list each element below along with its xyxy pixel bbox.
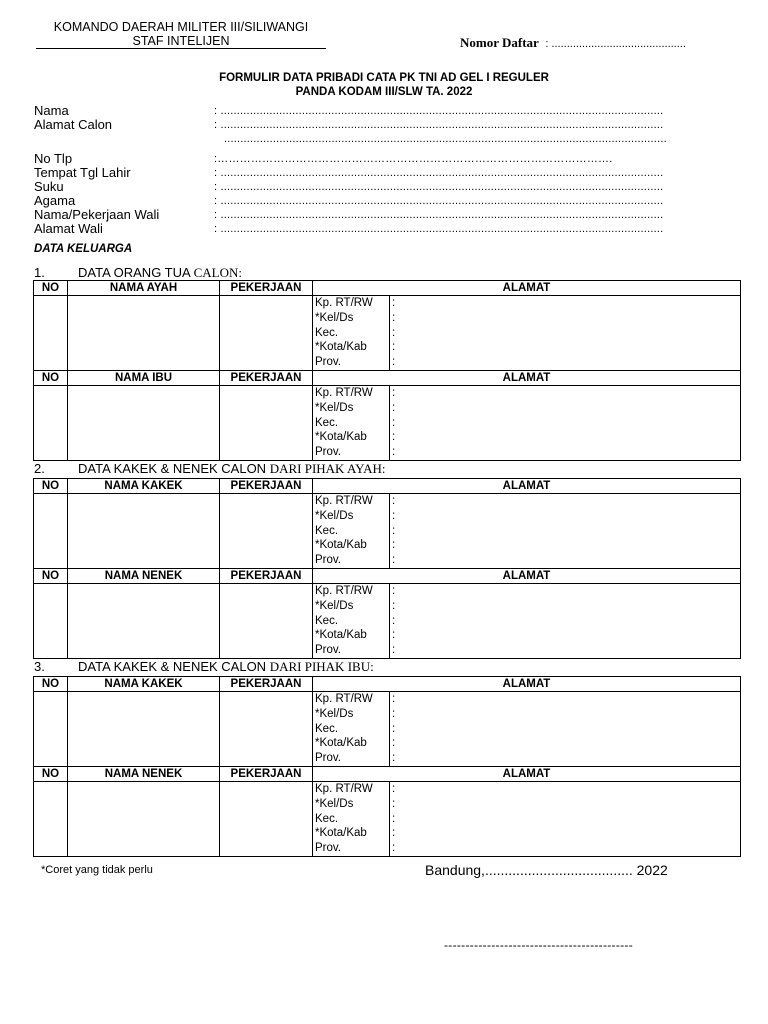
address-colon: :	[392, 495, 396, 507]
address-label: *Kel/Ds	[315, 599, 354, 612]
address-colons	[390, 584, 398, 658]
section-title-sub: DARI PIHAK AYAH:	[269, 461, 386, 476]
col-no: NO	[34, 568, 68, 583]
address-colon: :	[392, 797, 396, 810]
org-header	[36, 20, 326, 49]
address-colon: :	[392, 386, 396, 399]
field-label: Nama	[34, 104, 69, 118]
place-date[interactable]: Bandung,...................................... 2022	[425, 862, 668, 878]
table-row[interactable]	[34, 583, 741, 658]
address-label: Kp. RT/RW	[315, 584, 373, 597]
data-keluarga-heading: DATA KELUARGA	[34, 243, 133, 255]
address-colon: :	[392, 356, 396, 369]
cell-no[interactable]	[34, 385, 68, 460]
address-value[interactable]	[398, 416, 740, 431]
table-header-row	[34, 677, 741, 692]
address-value[interactable]	[398, 826, 740, 841]
address-value[interactable]	[398, 643, 740, 658]
cell-job[interactable]	[220, 385, 313, 460]
col-no: NO	[34, 766, 68, 781]
address-colon: :	[392, 782, 396, 795]
address-value[interactable]	[398, 355, 740, 370]
table-row[interactable]	[34, 296, 741, 371]
address-label: *Kel/Ds	[315, 797, 354, 810]
address-labels	[313, 296, 390, 370]
address-label: Kec.	[315, 722, 339, 735]
address-label: Prov.	[315, 644, 341, 657]
cell-job[interactable]	[220, 583, 313, 658]
col-job: PEKERJAAN	[220, 677, 313, 692]
col-address: ALAMAT	[313, 370, 741, 385]
col-job: PEKERJAAN	[220, 568, 313, 583]
field-row[interactable]	[34, 194, 742, 208]
address-values[interactable]	[398, 386, 740, 460]
address-value[interactable]	[398, 538, 740, 553]
cell-address[interactable]	[313, 781, 741, 856]
field-row[interactable]	[34, 180, 742, 194]
field-value[interactable]: ........................................................................................................................................	[224, 133, 667, 145]
org-unit: STAF INTELIJEN	[36, 34, 326, 49]
col-job: PEKERJAAN	[220, 370, 313, 385]
address-label: *Kota/Kab	[315, 341, 367, 354]
address-value[interactable]	[398, 812, 740, 827]
field-row[interactable]	[34, 208, 742, 222]
field-row[interactable]	[34, 166, 742, 180]
field-row[interactable]	[34, 132, 742, 146]
registration-number	[460, 35, 686, 51]
section-number: 2.	[34, 461, 45, 476]
field-value[interactable]: : ........................................................................................................................................	[214, 195, 664, 207]
footnote: *Coret yang tidak perlu	[41, 864, 153, 876]
col-address: ALAMAT	[313, 479, 741, 494]
address-colon: :	[392, 693, 396, 705]
address-label: Kec.	[315, 614, 339, 627]
cell-name[interactable]	[68, 296, 220, 371]
cell-name[interactable]	[68, 385, 220, 460]
address-value[interactable]	[398, 614, 740, 629]
field-label: Nama/Pekerjaan Wali	[34, 208, 160, 222]
field-label: Agama	[34, 194, 76, 208]
form-title	[0, 71, 768, 99]
address-label: Kec.	[315, 524, 339, 537]
col-job: PEKERJAAN	[220, 766, 313, 781]
col-name: NAMA AYAH	[68, 281, 220, 296]
address-label: Prov.	[315, 842, 341, 855]
col-no: NO	[34, 370, 68, 385]
address-label: *Kota/Kab	[315, 539, 367, 552]
address-values[interactable]	[398, 692, 740, 766]
field-row[interactable]	[34, 152, 742, 166]
address-colon: :	[392, 752, 396, 765]
address-label: *Kota/Kab	[315, 629, 367, 642]
cell-address[interactable]	[313, 494, 741, 569]
table-header-row	[34, 370, 741, 385]
address-colons	[390, 494, 398, 568]
field-value[interactable]: : ........................................................................................................................................	[214, 167, 664, 179]
address-label: Kp. RT/RW	[315, 297, 373, 309]
cell-no[interactable]	[34, 494, 68, 569]
address-label: Kp. RT/RW	[315, 782, 373, 795]
field-row[interactable]	[34, 104, 742, 118]
address-value[interactable]	[398, 797, 740, 812]
cell-address[interactable]	[313, 385, 741, 460]
address-colon: :	[392, 341, 396, 354]
address-label: Kp. RT/RW	[315, 495, 373, 507]
address-label: *Kota/Kab	[315, 737, 367, 750]
address-colon: :	[392, 827, 396, 840]
cell-no[interactable]	[34, 692, 68, 767]
field-label: Tempat Tgl Lahir	[34, 166, 131, 180]
form-title-line2: PANDA KODAM III/SLW TA. 2022	[295, 86, 473, 98]
address-value[interactable]	[398, 494, 740, 509]
address-colons	[390, 692, 398, 766]
address-label: Kp. RT/RW	[315, 386, 373, 399]
address-colon: :	[392, 416, 396, 429]
address-labels	[313, 782, 390, 856]
field-label: Alamat Calon	[34, 118, 113, 132]
col-address: ALAMAT	[313, 281, 741, 296]
address-value[interactable]	[398, 782, 740, 797]
cell-no[interactable]	[34, 583, 68, 658]
field-label: Alamat Wali	[34, 222, 103, 236]
address-value[interactable]	[398, 311, 740, 326]
section-title-main: DATA ORANG TUA	[78, 265, 194, 280]
address-colon: :	[392, 446, 396, 459]
col-job: PEKERJAAN	[220, 479, 313, 494]
address-box	[313, 494, 740, 568]
address-colon: :	[392, 644, 396, 657]
address-box	[313, 692, 740, 766]
address-value[interactable]	[398, 628, 740, 643]
address-value[interactable]	[398, 401, 740, 416]
address-value[interactable]	[398, 722, 740, 737]
field-value[interactable]: : ........................................................................................................................................	[214, 209, 664, 221]
section-title	[34, 265, 242, 281]
address-values[interactable]	[398, 782, 740, 856]
address-colon: :	[392, 842, 396, 855]
address-colon: :	[392, 431, 396, 444]
col-no: NO	[34, 281, 68, 296]
table-header-row	[34, 568, 741, 583]
cell-address[interactable]	[313, 296, 741, 371]
table-row[interactable]	[34, 385, 741, 460]
col-address: ALAMAT	[313, 677, 741, 692]
cell-no[interactable]	[34, 296, 68, 371]
family-table	[33, 676, 741, 857]
address-label: *Kel/Ds	[315, 311, 354, 324]
address-colon: :	[392, 584, 396, 597]
col-job: PEKERJAAN	[220, 281, 313, 296]
col-name: NAMA NENEK	[68, 568, 220, 583]
family-table	[33, 478, 741, 659]
address-label: *Kel/Ds	[315, 509, 354, 522]
address-labels	[313, 584, 390, 658]
col-name: NAMA KAKEK	[68, 479, 220, 494]
cell-job[interactable]	[220, 494, 313, 569]
address-colons	[390, 782, 398, 856]
address-value[interactable]	[398, 326, 740, 341]
address-value[interactable]	[398, 841, 740, 856]
cell-job[interactable]	[220, 692, 313, 767]
field-value[interactable]: :…………………………………………………………………………………………….	[214, 153, 613, 165]
address-value[interactable]	[398, 524, 740, 539]
address-box	[313, 296, 740, 370]
address-labels	[313, 494, 390, 568]
signature-line[interactable]: --------------------------------------------	[444, 938, 634, 952]
address-label: Prov.	[315, 356, 341, 369]
address-labels	[313, 692, 390, 766]
address-value[interactable]	[398, 386, 740, 401]
cell-address[interactable]	[313, 583, 741, 658]
section-number: 1.	[34, 265, 45, 280]
address-colon: :	[392, 524, 396, 537]
address-colons	[390, 296, 398, 370]
cell-no[interactable]	[34, 781, 68, 856]
address-value[interactable]	[398, 736, 740, 751]
address-label: Kp. RT/RW	[315, 693, 373, 705]
address-label: Prov.	[315, 752, 341, 765]
address-label: *Kota/Kab	[315, 827, 367, 840]
field-label	[34, 132, 214, 146]
address-value[interactable]	[398, 340, 740, 355]
address-value[interactable]	[398, 751, 740, 766]
field-row[interactable]	[34, 118, 742, 132]
field-value[interactable]: : ........................................................................................................................................	[214, 105, 664, 117]
address-colon: :	[392, 737, 396, 750]
col-name: NAMA IBU	[68, 370, 220, 385]
col-no: NO	[34, 479, 68, 494]
col-name: NAMA NENEK	[68, 766, 220, 781]
address-colon: :	[392, 629, 396, 642]
address-colon: :	[392, 509, 396, 522]
address-label: *Kel/Ds	[315, 707, 354, 720]
address-value[interactable]	[398, 599, 740, 614]
address-value[interactable]	[398, 296, 740, 311]
cell-name[interactable]	[68, 583, 220, 658]
address-values[interactable]	[398, 584, 740, 658]
section-title-sub: CALON:	[193, 265, 242, 280]
col-address: ALAMAT	[313, 568, 741, 583]
cell-name[interactable]	[68, 692, 220, 767]
address-label: Kec.	[315, 326, 339, 339]
address-value[interactable]	[398, 692, 740, 707]
address-colon: :	[392, 401, 396, 414]
col-name: NAMA KAKEK	[68, 677, 220, 692]
address-value[interactable]	[398, 584, 740, 599]
cell-name[interactable]	[68, 494, 220, 569]
personal-fields	[34, 104, 742, 236]
address-colon: :	[392, 539, 396, 552]
form-title-line1: FORMULIR DATA PRIBADI CATA PK TNI AD GEL I REGULER	[219, 72, 549, 84]
cell-job[interactable]	[220, 296, 313, 371]
col-address: ALAMAT	[313, 766, 741, 781]
address-colon: :	[392, 297, 396, 309]
table-header-row	[34, 479, 741, 494]
table-row[interactable]	[34, 692, 741, 767]
address-colon: :	[392, 812, 396, 825]
address-value[interactable]	[398, 445, 740, 460]
section-title-main: DATA KAKEK & NENEK CALON	[78, 461, 270, 476]
address-colon: :	[392, 707, 396, 720]
section-number: 3.	[34, 659, 45, 674]
col-no: NO	[34, 677, 68, 692]
address-colon: :	[392, 614, 396, 627]
address-colon: :	[392, 722, 396, 735]
address-values[interactable]	[398, 494, 740, 568]
org-name: KOMANDO DAERAH MILITER III/SILIWANGI	[53, 20, 309, 34]
address-value[interactable]	[398, 707, 740, 722]
address-box	[313, 782, 740, 856]
field-value[interactable]: : ........................................................................................................................................	[214, 119, 664, 131]
address-box	[313, 386, 740, 460]
address-label: Kec.	[315, 812, 339, 825]
address-colon: :	[392, 554, 396, 567]
field-label: No Tlp	[34, 152, 73, 166]
cell-name[interactable]	[68, 781, 220, 856]
field-row[interactable]	[34, 222, 742, 236]
table-header-row	[34, 766, 741, 781]
address-label: Kec.	[315, 416, 339, 429]
section-title-main: DATA KAKEK & NENEK CALON	[78, 659, 270, 674]
registration-number-value[interactable]: : ............................................	[545, 38, 686, 50]
table-header-row	[34, 281, 741, 296]
address-colon: :	[392, 311, 396, 324]
section-title	[34, 659, 374, 675]
field-value[interactable]: : ........................................................................................................................................	[214, 181, 664, 193]
address-box	[313, 584, 740, 658]
table-row[interactable]	[34, 494, 741, 569]
address-colon: :	[392, 326, 396, 339]
address-value[interactable]	[398, 553, 740, 568]
address-colon: :	[392, 599, 396, 612]
cell-job[interactable]	[220, 781, 313, 856]
section-title	[34, 461, 386, 477]
address-colons	[390, 386, 398, 460]
field-value[interactable]: : ........................................................................................................................................	[214, 223, 664, 235]
address-label: Prov.	[315, 446, 341, 459]
address-value[interactable]	[398, 509, 740, 524]
address-label: *Kota/Kab	[315, 431, 367, 444]
address-values[interactable]	[398, 296, 740, 370]
address-value[interactable]	[398, 430, 740, 445]
family-table	[33, 280, 741, 461]
registration-number-label: Nomor Daftar	[460, 35, 539, 50]
table-row[interactable]	[34, 781, 741, 856]
address-label: *Kel/Ds	[315, 401, 354, 414]
address-label: Prov.	[315, 554, 341, 567]
cell-address[interactable]	[313, 692, 741, 767]
section-title-sub: DARI PIHAK IBU:	[269, 659, 374, 674]
address-labels	[313, 386, 390, 460]
field-label: Suku	[34, 180, 64, 194]
